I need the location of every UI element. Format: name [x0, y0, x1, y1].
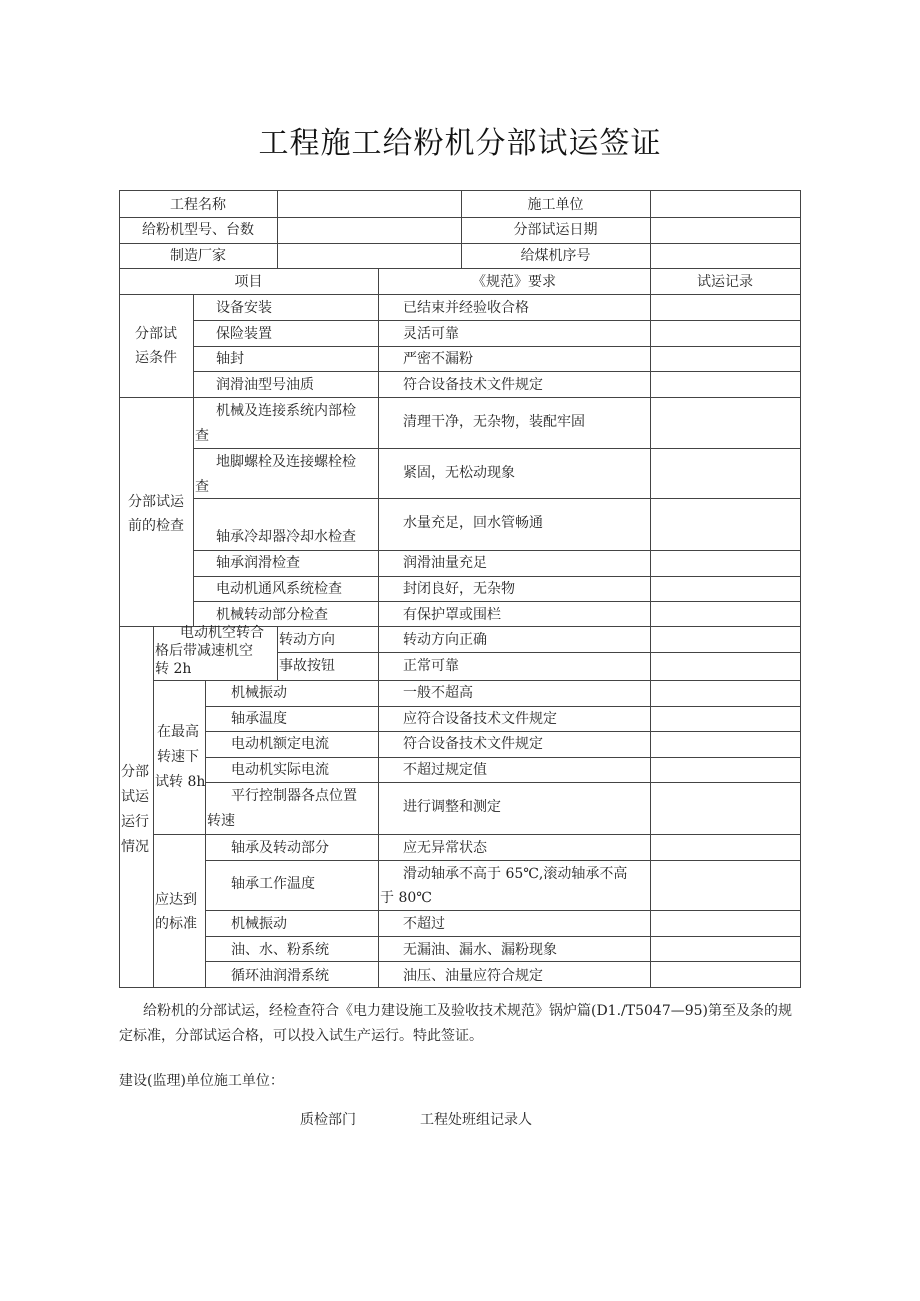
- certification-paragraph: 给粉机的分部试运，经检查符合《电力建设施工及验收技术规范》锅炉篇(D1./T5047—95)第至及条的规定标准，分部试运合格，可以投入试生产运行。特此签证。: [119, 1003, 793, 1044]
- section-operation-label: 分部: [121, 764, 149, 780]
- table-row-requirement: 油压、油量应符合规定: [403, 968, 543, 984]
- table-row-item: 轴承冷却器冷却水检查: [216, 529, 356, 545]
- column-header-requirement: 《规范》要求: [472, 274, 556, 290]
- table-row-requirement: 无漏油、漏水、漏粉现象: [403, 942, 557, 958]
- table-row-requirement: 紧固，无松动现象: [403, 465, 515, 481]
- subgroup-standards-label: 的标准: [155, 916, 197, 932]
- table-row-requirement: 应无异常状态: [403, 840, 487, 856]
- table-row-item: 轴承工作温度: [231, 876, 315, 892]
- table-row-item: 电动机实际电流: [231, 762, 329, 778]
- section-operation-label: 情况: [121, 839, 149, 855]
- label-manufacturer: 制造厂家: [170, 248, 226, 264]
- table-row-requirement: 于 80℃: [380, 890, 432, 906]
- signoff-recorder: 工程处班组记录人: [420, 1112, 532, 1128]
- table-row-item: 机械及连接系统内部检: [216, 403, 356, 419]
- table-row-requirement: 灵活可靠: [403, 326, 459, 342]
- table-row-item: 保险装置: [216, 326, 272, 342]
- table-row-requirement: 不超过规定值: [403, 762, 487, 778]
- section-precheck-label: 分部试运: [128, 494, 184, 510]
- table-row-item: 地脚螺栓及连接螺栓检: [216, 454, 356, 470]
- table-row-item: 机械振动: [231, 916, 287, 932]
- label-trial-date: 分部试运日期: [513, 222, 598, 238]
- table-row-item: 查: [195, 428, 209, 444]
- table-row-item: 轴承润滑检查: [216, 555, 300, 571]
- column-header-item: 项目: [234, 274, 263, 290]
- table-row-requirement: 已结束并经验收合格: [403, 300, 529, 316]
- subgroup-max-speed-label: 在最高: [157, 724, 199, 740]
- label-feeder-no: 给煤机序号: [520, 248, 591, 264]
- section-operation-label: 试运: [121, 789, 149, 805]
- document-title: 工程施工给粉机分部试运签证: [258, 126, 662, 161]
- table-row-item: 机械转动部分检查: [216, 607, 328, 623]
- table-row-requirement: 正常可靠: [403, 658, 459, 674]
- table-row-item: 转动方向: [279, 632, 335, 648]
- section-operation-label: 运行: [121, 814, 149, 830]
- table-row-requirement: 有保护罩或围栏: [403, 607, 501, 623]
- table-row-requirement: 转动方向正确: [403, 632, 487, 648]
- table-row-requirement: 滑动轴承不高于 65℃,滚动轴承不高: [403, 866, 628, 882]
- table-row-item: 电动机通风系统检查: [216, 581, 342, 597]
- table-row-item: 查: [195, 479, 209, 495]
- label-project-name: 工程名称: [170, 197, 226, 213]
- table-row-requirement: 润滑油量充足: [403, 555, 487, 571]
- table-row-requirement: 不超过: [403, 916, 445, 932]
- table-row-item: 平行控制器各点位置: [231, 788, 357, 804]
- column-header-record: 试运记录: [697, 274, 753, 290]
- table-row-item: 轴承温度: [231, 711, 287, 727]
- table-row-item: 转速: [207, 813, 235, 829]
- table-row-requirement: 严密不漏粉: [403, 351, 473, 367]
- table-row-item: 油、水、粉系统: [231, 942, 329, 958]
- table-row-requirement: 进行调整和测定: [403, 799, 501, 815]
- subgroup-no-load-label: 电动机空转合: [180, 625, 264, 641]
- table-row-requirement: 清理干净，无杂物，装配牢固: [403, 414, 585, 430]
- section-conditions-label: 运条件: [135, 350, 177, 366]
- subgroup-max-speed-label: 试转 8h: [155, 774, 206, 790]
- table-row-requirement: 封闭良好，无杂物: [403, 581, 515, 597]
- table-row-item: 轴封: [216, 351, 244, 367]
- signoff-units: 建设(监理)单位施工单位：: [119, 1073, 284, 1089]
- table-row-requirement: 符合设备技术文件规定: [403, 377, 543, 393]
- subgroup-no-load-label: 格后带减速机空: [155, 643, 253, 659]
- table-row-item: 轴承及转动部分: [231, 840, 329, 856]
- table-row-item: 事故按钮: [279, 658, 335, 674]
- table-row-requirement: 应符合设备技术文件规定: [403, 711, 557, 727]
- signoff-qc-dept: 质检部门: [300, 1112, 356, 1128]
- label-model-count: 给粉机型号、台数: [142, 222, 254, 238]
- table-row-requirement: 符合设备技术文件规定: [403, 736, 543, 752]
- section-conditions-label: 分部试: [135, 326, 177, 342]
- subgroup-standards-label: 应达到: [155, 892, 197, 908]
- table-row-item: 电动机额定电流: [231, 736, 329, 752]
- table-row-item: 循环油润滑系统: [231, 968, 329, 984]
- table-row-requirement: 水量充足，回水管畅通: [403, 515, 543, 531]
- label-construction-unit: 施工单位: [527, 197, 584, 213]
- table-row-requirement: 一般不超高: [403, 685, 473, 701]
- section-precheck-label: 前的检查: [128, 518, 184, 534]
- table-row-item: 设备安装: [216, 300, 272, 316]
- subgroup-max-speed-label: 转速下: [157, 749, 199, 765]
- subgroup-no-load-label: 转 2h: [155, 661, 192, 677]
- table-row-item: 润滑油型号油质: [216, 377, 314, 393]
- table-row-item: 机械振动: [231, 685, 287, 701]
